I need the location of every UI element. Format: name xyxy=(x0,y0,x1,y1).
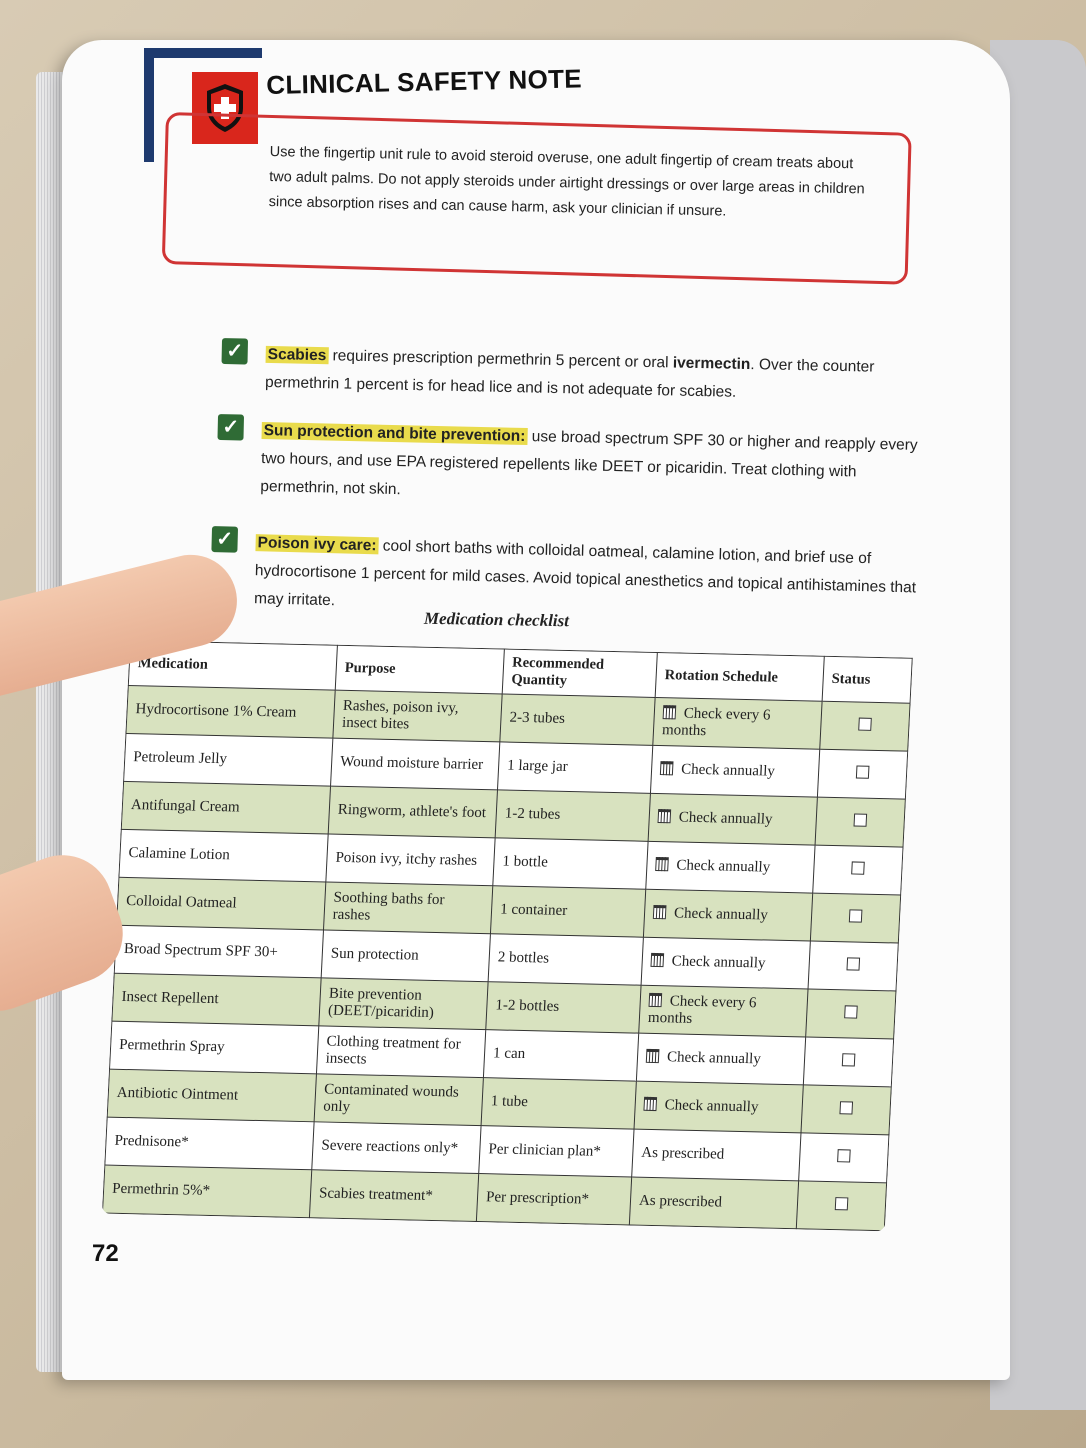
status-checkbox[interactable] xyxy=(837,1149,851,1162)
cell-medication xyxy=(119,829,328,882)
cell-status xyxy=(801,1085,891,1135)
item-text-end: . Over the counter permethrin 1 percent is for head lice and is not adequate for scabies. xyxy=(264,356,875,401)
cell-medication-text: Antifungal Cream xyxy=(130,797,241,816)
status-checkbox[interactable] xyxy=(844,1005,858,1018)
calendar-icon xyxy=(663,705,677,719)
calendar-icon xyxy=(649,992,663,1006)
cell-medication xyxy=(112,973,321,1026)
header-status: Status xyxy=(822,656,912,703)
item-text: requires prescription permethrin 5 percent or oral xyxy=(328,347,674,372)
cell-quantity-text: Per clinician plan* xyxy=(488,1141,602,1160)
cell-quantity xyxy=(500,694,655,745)
cell-schedule xyxy=(632,1129,801,1181)
calendar-icon xyxy=(650,953,664,967)
cell-schedule-text: Check annually xyxy=(664,1097,759,1116)
status-checkbox[interactable] xyxy=(839,1101,853,1114)
cell-purpose xyxy=(309,1170,478,1222)
cell-purpose xyxy=(323,882,492,934)
page-number: 72 xyxy=(92,1240,119,1267)
cell-status xyxy=(799,1133,889,1183)
cell-schedule-text: Check annually xyxy=(676,857,771,876)
calendar-icon xyxy=(643,1097,657,1111)
note-title: CLINICAL SAFETY NOTE xyxy=(266,63,583,100)
cell-medication-text: Permethrin Spray xyxy=(118,1036,225,1056)
cell-schedule-text: Check annually xyxy=(678,809,773,828)
cell-schedule-text: Check annually xyxy=(666,1049,762,1068)
status-checkbox[interactable] xyxy=(835,1197,849,1210)
accent-bar xyxy=(144,48,154,162)
cell-schedule xyxy=(639,985,808,1037)
cell-status xyxy=(820,701,910,751)
status-checkbox[interactable] xyxy=(849,909,863,922)
cell-quantity-text: 1 tube xyxy=(490,1093,529,1111)
table-body xyxy=(102,685,910,1230)
cell-medication xyxy=(110,1021,319,1074)
cell-medication xyxy=(107,1069,316,1122)
cell-medication-text: Broad Spectrum SPF 30+ xyxy=(123,940,279,961)
cell-schedule-text: Check every 6 months xyxy=(661,705,771,739)
cell-purpose-text: Wound moisture barrier xyxy=(339,753,484,774)
cell-medication xyxy=(121,781,330,834)
cell-schedule xyxy=(636,1033,805,1085)
cell-purpose xyxy=(333,690,502,742)
cell-schedule xyxy=(641,937,810,989)
medication-table-wrapper xyxy=(102,640,913,1231)
calendar-icon xyxy=(655,857,669,871)
cell-schedule xyxy=(648,793,817,845)
cell-purpose-text: Severe reactions only* xyxy=(321,1137,459,1157)
cell-status xyxy=(815,797,905,847)
cell-schedule xyxy=(646,841,815,893)
cell-medication-text: Permethrin 5%* xyxy=(111,1180,211,1199)
cell-purpose-text: Contaminated wounds only xyxy=(323,1081,460,1115)
cell-medication-text: Hydrocortisone 1% Cream xyxy=(135,701,297,721)
checklist-item-sun-protection xyxy=(216,416,938,516)
cell-medication-text: Antibiotic Ointment xyxy=(116,1084,239,1104)
cell-schedule-text: Check every 6 months xyxy=(647,992,757,1027)
cell-purpose xyxy=(316,1026,485,1078)
checkmark-icon: ✓ xyxy=(217,414,244,441)
status-checkbox[interactable] xyxy=(842,1053,856,1066)
status-checkbox[interactable] xyxy=(854,813,868,826)
cell-quantity-text: 1-2 bottles xyxy=(495,997,560,1015)
cell-purpose-text: Ringworm, athlete's foot xyxy=(337,801,487,822)
cell-schedule-text: Check annually xyxy=(673,905,769,924)
cell-schedule xyxy=(653,697,822,749)
cell-medication xyxy=(124,733,333,786)
cell-medication-text: Insect Repellent xyxy=(121,988,219,1008)
cell-status xyxy=(813,845,903,895)
cell-purpose xyxy=(328,786,497,838)
cell-quantity xyxy=(495,790,650,841)
cell-quantity-text: 1 bottle xyxy=(502,853,549,871)
cell-medication xyxy=(102,1165,311,1218)
header-purpose: Purpose xyxy=(335,645,504,694)
header-medication: Medication xyxy=(128,641,337,691)
cell-purpose xyxy=(312,1122,481,1174)
calendar-icon xyxy=(660,761,674,775)
cell-status xyxy=(808,941,898,991)
item-bold: ivermectin xyxy=(672,354,751,374)
cell-quantity-text: 1-2 tubes xyxy=(504,805,561,823)
cell-medication-text: Calamine Lotion xyxy=(128,845,231,864)
cell-purpose xyxy=(326,834,495,886)
cell-schedule-text: As prescribed xyxy=(638,1192,723,1211)
accent-bar-top xyxy=(144,48,262,58)
cell-quantity-text: 1 large jar xyxy=(506,757,569,775)
cell-purpose-text: Scabies treatment* xyxy=(318,1185,434,1205)
cell-purpose xyxy=(321,930,490,982)
cell-purpose xyxy=(319,978,488,1030)
calendar-icon xyxy=(658,809,672,823)
checkmark-icon: ✓ xyxy=(221,338,248,365)
cell-quantity-text: 2-3 tubes xyxy=(509,709,566,727)
cell-medication xyxy=(126,685,335,738)
cell-purpose-text: Soothing baths for rashes xyxy=(332,889,445,924)
cell-status xyxy=(806,989,896,1039)
cell-schedule xyxy=(634,1081,803,1133)
note-text: Use the fingertip unit rule to avoid steroid overuse, one adult fingertip of cream treats about two adult palms. Do not apply steroids under airtight dressings or over large areas in children since absorption rises and can cause harm, ask your clinician if unsure. xyxy=(268,143,865,220)
cell-quantity xyxy=(486,982,641,1033)
cell-purpose xyxy=(314,1074,483,1126)
cell-quantity xyxy=(488,934,643,985)
status-checkbox[interactable] xyxy=(858,717,872,730)
cell-purpose-text: Rashes, poison ivy, insect bites xyxy=(341,697,460,732)
cell-quantity xyxy=(493,838,648,889)
cell-quantity-text: 2 bottles xyxy=(497,949,550,967)
cell-medication-text: Colloidal Oatmeal xyxy=(125,892,237,912)
cell-medication-text: Petroleum Jelly xyxy=(132,749,228,768)
cell-schedule-text: Check annually xyxy=(680,761,776,780)
cell-schedule xyxy=(643,889,812,941)
cell-schedule-text: As prescribed xyxy=(640,1144,725,1163)
cell-medication xyxy=(114,925,323,978)
cell-purpose-text: Bite prevention (DEET/picaridin) xyxy=(327,985,435,1021)
cell-schedule xyxy=(650,745,819,797)
item-text: use broad spectrum SPF 30 or higher and reapply every two hours, and use EPA registered repellents like DEET or picaridin. Treat clothing with permethrin, not skin. xyxy=(260,428,918,499)
cell-quantity xyxy=(497,742,652,793)
cell-schedule xyxy=(629,1177,798,1229)
cell-purpose-text: Clothing treatment for insects xyxy=(325,1033,462,1067)
status-checkbox[interactable] xyxy=(851,861,865,874)
cell-quantity-text: 1 can xyxy=(492,1045,526,1063)
status-checkbox[interactable] xyxy=(856,765,870,778)
header-schedule: Rotation Schedule xyxy=(655,652,824,701)
cell-medication xyxy=(117,877,326,930)
cell-schedule-text: Check annually xyxy=(671,953,766,972)
cell-quantity xyxy=(481,1078,636,1129)
cell-status xyxy=(817,749,907,799)
cell-status xyxy=(803,1037,893,1087)
cell-purpose xyxy=(331,738,500,790)
status-checkbox[interactable] xyxy=(846,957,860,970)
cell-purpose-text: Sun protection xyxy=(330,945,420,964)
checkmark-icon: ✓ xyxy=(211,526,238,553)
cell-quantity xyxy=(483,1030,638,1081)
cell-status xyxy=(810,893,900,943)
cell-quantity xyxy=(476,1174,631,1225)
cell-medication-text: Prednisone* xyxy=(114,1132,190,1151)
calendar-icon xyxy=(653,905,667,919)
cell-status xyxy=(796,1181,886,1231)
table-caption: Medication checklist xyxy=(423,608,570,631)
item-highlight: Scabies xyxy=(267,345,327,365)
cell-medication xyxy=(105,1117,314,1170)
cell-quantity-text: 1 container xyxy=(499,901,568,919)
cell-quantity xyxy=(490,886,645,937)
item-highlight: Sun protection and bite prevention: xyxy=(263,422,526,445)
calendar-icon xyxy=(646,1049,660,1063)
item-highlight: Poison ivy care: xyxy=(257,534,377,555)
cell-quantity-text: Per prescription* xyxy=(485,1189,590,1208)
item-text: cool short baths with colloidal oatmeal, calamine lotion, and brief use of hydrocortisone 1 percent for mild cases. Avoid topical anesthetics and topical antihistamines that may irritate. xyxy=(253,537,917,610)
header-quantity: Recommended Quantity xyxy=(502,649,657,697)
medication-table xyxy=(102,640,913,1231)
cell-purpose-text: Poison ivy, itchy rashes xyxy=(335,849,478,869)
cell-quantity xyxy=(479,1126,634,1177)
